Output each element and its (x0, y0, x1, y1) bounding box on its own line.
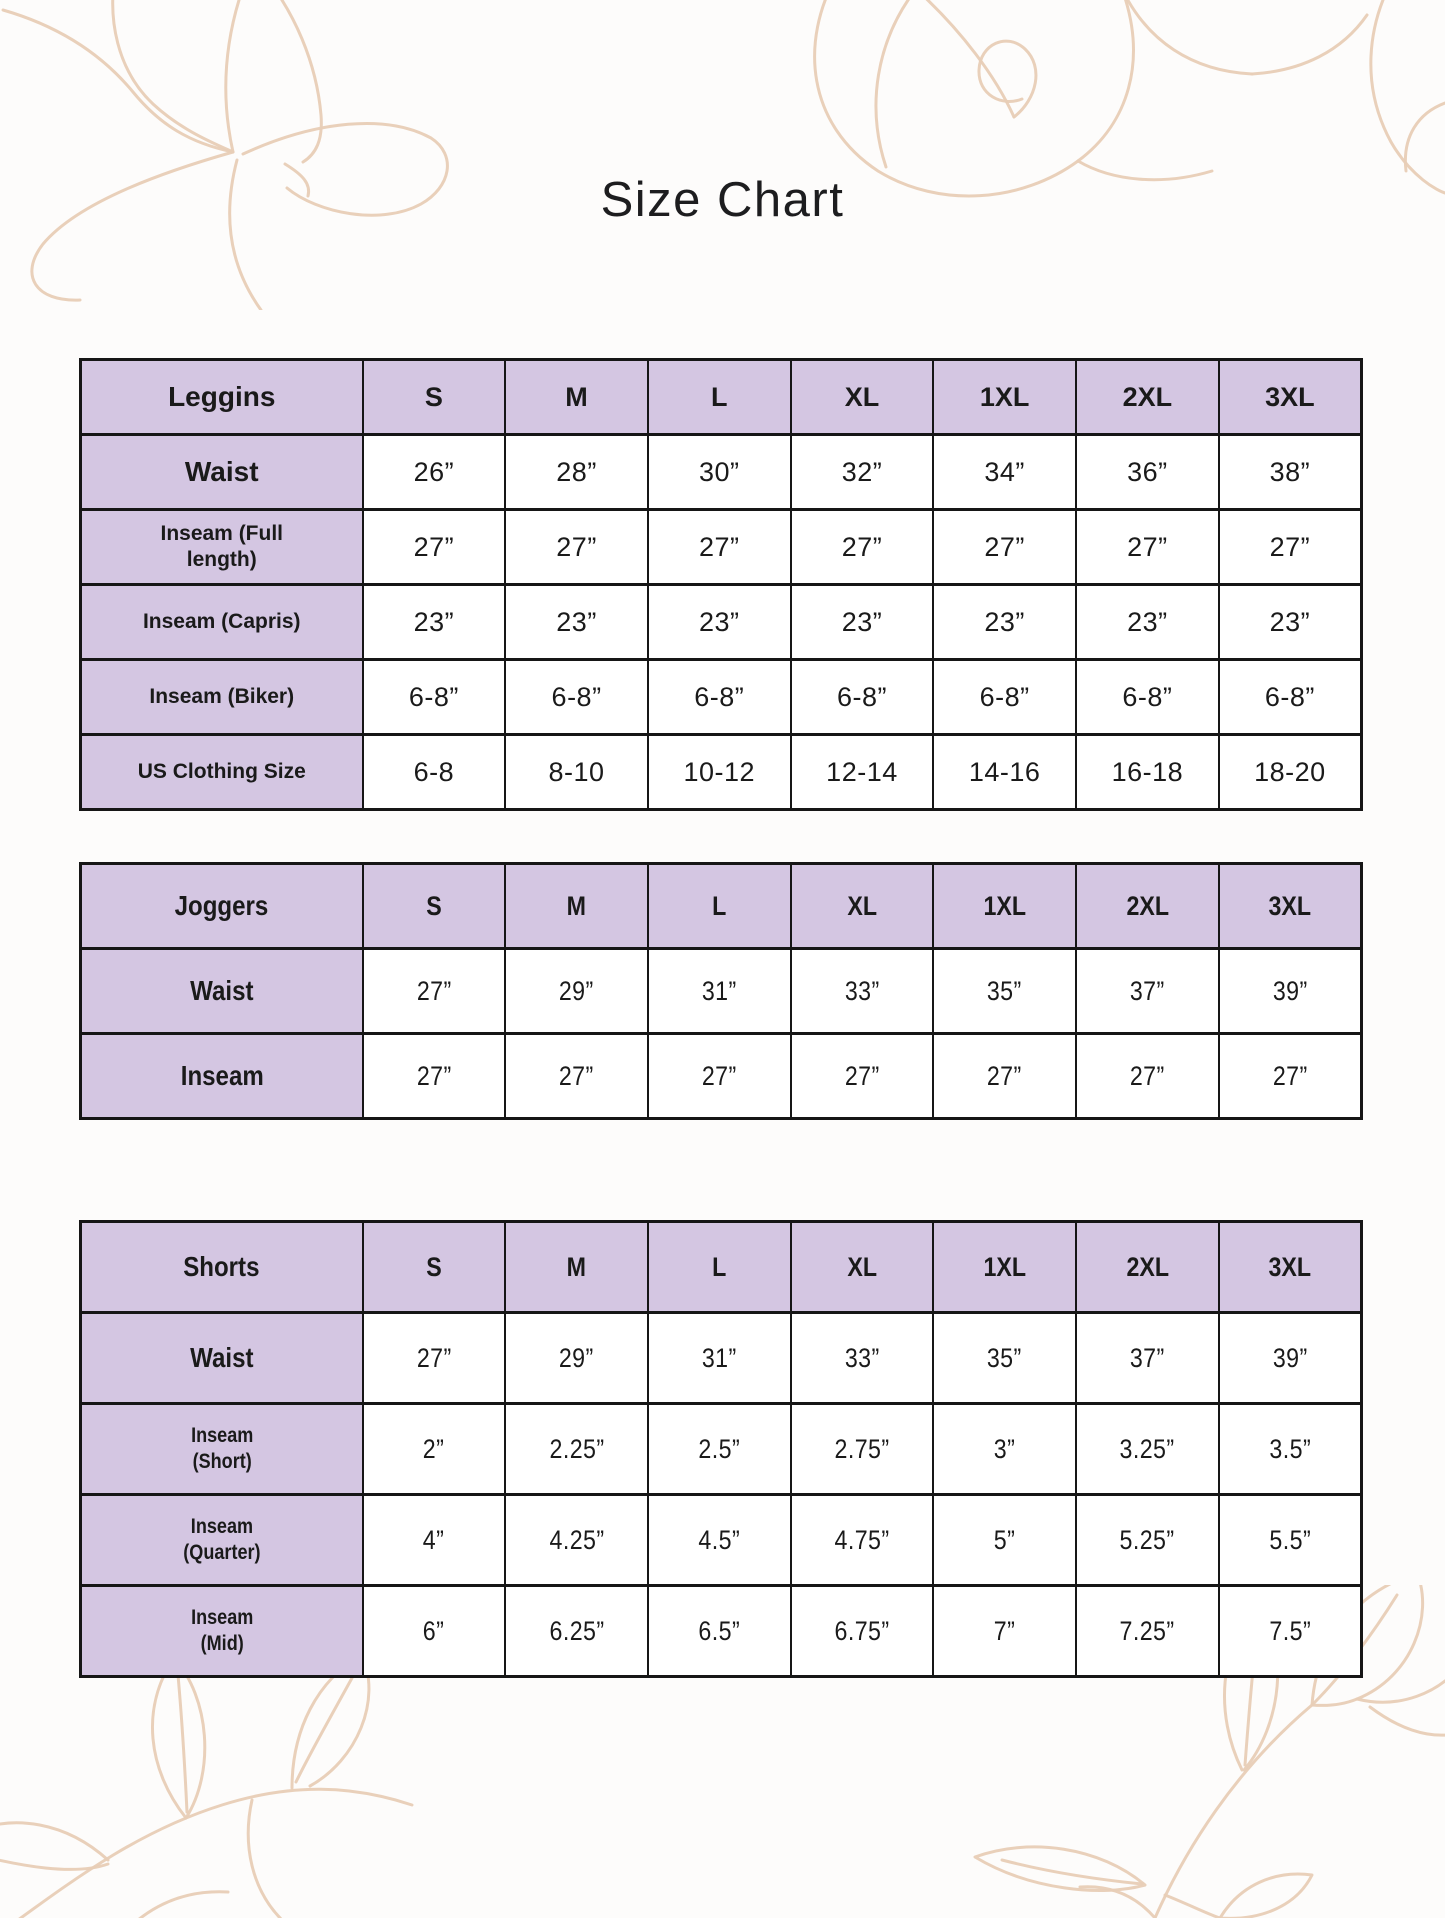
row-label (81, 1495, 363, 1586)
size-value (363, 510, 506, 585)
size-header-s (363, 1222, 506, 1313)
table-row (81, 1313, 1362, 1404)
size-value (648, 1404, 791, 1495)
size-value (791, 949, 934, 1034)
table-title-leggins-text: Leggins (168, 381, 276, 412)
size-value-text: 27” (844, 1060, 880, 1091)
size-value-text: 7” (993, 1615, 1016, 1646)
size-value (648, 949, 791, 1034)
size-value-text: 37” (1129, 975, 1165, 1006)
size-value-text: 6.5” (698, 1615, 741, 1646)
size-value-text: 2.25” (549, 1433, 605, 1464)
row-label (81, 1034, 363, 1119)
size-value (648, 435, 791, 510)
size-value-text: 33” (844, 1342, 880, 1373)
table-row (81, 1034, 1362, 1119)
shorts-table-section (79, 1220, 1363, 1678)
size-value-text: 27” (416, 1342, 452, 1373)
size-header-3xl (1219, 360, 1362, 435)
size-value (1076, 585, 1219, 660)
size-header-xl-text: XL (844, 381, 880, 412)
size-value (1219, 735, 1362, 810)
size-value (791, 1034, 934, 1119)
size-value-text: 23” (698, 606, 740, 637)
row-label (81, 1313, 363, 1404)
size-value-text: 27” (987, 1060, 1023, 1091)
size-value-text: 38” (1269, 456, 1311, 487)
size-header-2xl-text: 2XL (1126, 890, 1169, 921)
size-value-text: 27” (984, 531, 1025, 562)
size-value (1219, 1313, 1362, 1404)
size-value-text: 4.75” (834, 1524, 890, 1555)
size-value (505, 735, 648, 810)
shorts-header-row (81, 1222, 1362, 1313)
table-row (81, 949, 1362, 1034)
row-label-text: US Clothing Size (137, 759, 306, 783)
size-value-text: 34” (984, 456, 1025, 487)
size-value-text: 23” (413, 606, 455, 637)
size-value-text: 16-18 (1111, 756, 1184, 787)
size-header-s-text: S (426, 1251, 442, 1282)
size-value (791, 435, 934, 510)
size-value (1076, 1034, 1219, 1119)
size-value (648, 1313, 791, 1404)
size-value-text: 26” (413, 456, 455, 487)
size-value-text: 6-8” (836, 681, 887, 712)
size-value-text: 23” (1269, 606, 1311, 637)
size-value-text: 8-10 (548, 756, 605, 787)
size-value-text: 4” (423, 1524, 445, 1555)
size-value (791, 585, 934, 660)
leggins-table-section (79, 358, 1363, 811)
row-label-text: Inseam (Full length) (160, 521, 284, 571)
size-header-2xl (1076, 864, 1219, 949)
size-value-text: 27” (559, 1060, 594, 1091)
size-value (791, 1586, 934, 1677)
size-value-text: 6-8” (1264, 681, 1315, 712)
size-value (1076, 1495, 1219, 1586)
size-value (791, 1404, 934, 1495)
size-value-text: 3” (993, 1433, 1016, 1464)
row-label (81, 949, 363, 1034)
size-value (1076, 660, 1219, 735)
row-label-text: Inseam (Capris) (142, 609, 301, 633)
size-value-text: 6.75” (834, 1615, 890, 1646)
size-value (648, 660, 791, 735)
size-value-text: 4.5” (698, 1524, 741, 1555)
size-value-text: 2.5” (698, 1433, 741, 1464)
size-header-1xl (933, 864, 1076, 949)
size-value (1219, 1495, 1362, 1586)
size-value-text: 36” (1127, 456, 1168, 487)
size-value (933, 1034, 1076, 1119)
size-value-text: 28” (556, 456, 597, 487)
size-value (505, 510, 648, 585)
size-value (1219, 435, 1362, 510)
row-label (81, 435, 363, 510)
size-value (363, 949, 506, 1034)
size-value-text: 23” (841, 606, 883, 637)
size-header-xl-text: XL (847, 890, 877, 921)
size-value (1219, 1034, 1362, 1119)
table-row (81, 660, 1362, 735)
page-title: Size Chart (600, 173, 845, 227)
size-value-text: 27” (701, 1060, 737, 1091)
row-label-text: Waist (190, 1342, 254, 1373)
size-header-m (505, 1222, 648, 1313)
size-value-text: 18-20 (1254, 756, 1326, 787)
size-header-2xl (1076, 360, 1219, 435)
size-value (363, 585, 506, 660)
table-title-leggins (81, 360, 363, 435)
row-label-text: Inseam (180, 1060, 264, 1091)
size-value (648, 735, 791, 810)
size-value (1076, 735, 1219, 810)
size-value (505, 1495, 648, 1586)
table-row (81, 735, 1362, 810)
flower-line-art-top-left (0, 0, 465, 310)
size-value (648, 510, 791, 585)
size-header-l (648, 864, 791, 949)
size-value (1076, 949, 1219, 1034)
row-label (81, 585, 363, 660)
size-value-text: 6-8” (408, 681, 459, 712)
size-value (505, 1313, 648, 1404)
size-value-text: 33” (844, 975, 880, 1006)
size-value (505, 1034, 648, 1119)
row-label (81, 660, 363, 735)
size-value (505, 585, 648, 660)
size-value (791, 510, 934, 585)
size-header-1xl (933, 360, 1076, 435)
size-header-xl (791, 360, 934, 435)
size-value-text: 39” (1272, 1342, 1308, 1373)
size-header-3xl (1219, 1222, 1362, 1313)
table-title-joggers-text: Joggers (174, 890, 269, 921)
row-label (81, 735, 363, 810)
leggins-size-table (79, 358, 1363, 811)
size-value (1076, 510, 1219, 585)
size-value (505, 435, 648, 510)
size-value-text: 5.25” (1119, 1524, 1175, 1555)
row-label (81, 1404, 363, 1495)
size-value-text: 23” (1127, 606, 1168, 637)
table-row (81, 1404, 1362, 1495)
size-value (791, 1313, 934, 1404)
size-value-text: 7.25” (1119, 1615, 1175, 1646)
size-header-m (505, 360, 648, 435)
size-header-s-text: S (426, 890, 442, 921)
size-header-l (648, 1222, 791, 1313)
size-value-text: 2” (423, 1433, 445, 1464)
size-value-text: 29” (559, 1342, 594, 1373)
table-title-joggers (81, 864, 363, 949)
size-value (933, 435, 1076, 510)
size-value (933, 1586, 1076, 1677)
table-row (81, 1495, 1362, 1586)
size-header-xl (791, 1222, 934, 1313)
row-label (81, 510, 363, 585)
size-value-text: 27” (413, 531, 455, 562)
size-value (1076, 1586, 1219, 1677)
size-value-text: 6.25” (549, 1615, 605, 1646)
size-header-1xl (933, 1222, 1076, 1313)
size-header-l (648, 360, 791, 435)
size-value-text: 35” (987, 1342, 1023, 1373)
size-value (933, 949, 1076, 1034)
size-value-text: 27” (1129, 1060, 1165, 1091)
size-value (363, 1495, 506, 1586)
size-value-text: 27” (698, 531, 740, 562)
size-header-s-text: S (424, 381, 443, 412)
size-value (648, 1034, 791, 1119)
size-value (505, 949, 648, 1034)
size-value (933, 735, 1076, 810)
size-value-text: 5” (993, 1524, 1016, 1555)
size-value (363, 1034, 506, 1119)
size-header-1xl-text: 1XL (979, 381, 1030, 412)
size-value-text: 27” (1272, 1060, 1308, 1091)
size-value (933, 1313, 1076, 1404)
size-header-s (363, 360, 506, 435)
size-value (1076, 1313, 1219, 1404)
size-value-text: 35” (987, 975, 1023, 1006)
size-value-text: 6-8” (694, 681, 745, 712)
size-value-text: 31” (701, 1342, 737, 1373)
size-value-text: 7.5” (1268, 1615, 1311, 1646)
size-value-text: 23” (984, 606, 1025, 637)
size-value (933, 510, 1076, 585)
size-value (1219, 1586, 1362, 1677)
size-value (648, 1586, 791, 1677)
size-header-l-text: L (711, 381, 728, 412)
size-value-text: 32” (841, 456, 883, 487)
size-value-text: 23” (556, 606, 597, 637)
size-value (1219, 585, 1362, 660)
table-title-shorts-text: Shorts (183, 1251, 260, 1282)
size-value (1076, 435, 1219, 510)
joggers-size-table (79, 862, 1363, 1120)
size-value (648, 1495, 791, 1586)
size-value-text: 6” (423, 1615, 445, 1646)
size-header-3xl (1219, 864, 1362, 949)
size-value (505, 1586, 648, 1677)
row-label-text: Inseam (Biker) (149, 684, 295, 708)
flower-line-art-top-right (690, 0, 1445, 295)
size-value (1219, 949, 1362, 1034)
size-value (363, 735, 506, 810)
row-label (81, 1586, 363, 1677)
size-header-2xl-text: 2XL (1126, 1251, 1169, 1282)
shorts-size-table (79, 1220, 1363, 1678)
row-label-text: Inseam (Mid) (190, 1605, 253, 1655)
size-header-2xl (1076, 1222, 1219, 1313)
size-value (363, 1586, 506, 1677)
size-header-1xl-text: 1XL (983, 890, 1026, 921)
size-value-text: 6-8” (551, 681, 602, 712)
size-value (933, 1495, 1076, 1586)
table-row (81, 510, 1362, 585)
size-value-text: 27” (1127, 531, 1168, 562)
size-value-text: 27” (416, 1060, 452, 1091)
size-value-text: 6-8” (1122, 681, 1173, 712)
size-value (505, 660, 648, 735)
row-label-text: Waist (184, 456, 259, 487)
size-value-text: 27” (556, 531, 597, 562)
row-label-text: Inseam (Short) (190, 1423, 253, 1473)
size-value (791, 735, 934, 810)
size-value-text: 12-14 (826, 756, 898, 787)
row-label-text: Inseam (Quarter) (183, 1514, 261, 1564)
size-value (1219, 660, 1362, 735)
size-value (363, 435, 506, 510)
table-row (81, 585, 1362, 660)
table-row (81, 435, 1362, 510)
table-row (81, 1586, 1362, 1677)
size-header-xl (791, 864, 934, 949)
size-value-text: 30” (698, 456, 740, 487)
size-value (1219, 1404, 1362, 1495)
size-value-text: 27” (1269, 531, 1311, 562)
size-header-l-text: L (712, 890, 727, 921)
size-value (648, 585, 791, 660)
size-value-text: 27” (416, 975, 452, 1006)
size-header-1xl-text: 1XL (983, 1251, 1026, 1282)
row-label-text: Waist (190, 975, 254, 1006)
size-header-2xl-text: 2XL (1122, 381, 1173, 412)
size-value (791, 1495, 934, 1586)
size-value-text: 37” (1129, 1342, 1165, 1373)
size-header-s (363, 864, 506, 949)
size-value-text: 2.75” (834, 1433, 890, 1464)
size-value (791, 660, 934, 735)
size-value (363, 1404, 506, 1495)
size-value-text: 6-8” (979, 681, 1030, 712)
size-value-text: 3.25” (1119, 1433, 1175, 1464)
joggers-table-section (79, 862, 1363, 1120)
size-value (933, 660, 1076, 735)
size-value (933, 585, 1076, 660)
size-value-text: 5.5” (1268, 1524, 1311, 1555)
leggins-header-row (81, 360, 1362, 435)
size-value-text: 29” (559, 975, 594, 1006)
size-value (1219, 510, 1362, 585)
size-value-text: 4.25” (549, 1524, 605, 1555)
size-header-m-text: M (566, 1251, 587, 1282)
size-value (933, 1404, 1076, 1495)
size-header-m-text: M (565, 381, 588, 412)
size-value-text: 27” (841, 531, 883, 562)
size-value-text: 31” (701, 975, 737, 1006)
table-title-shorts (81, 1222, 363, 1313)
size-value (363, 660, 506, 735)
size-value-text: 6-8 (413, 756, 455, 787)
size-header-3xl-text: 3XL (1265, 381, 1315, 412)
size-value-text: 3.5” (1268, 1433, 1311, 1464)
size-header-l-text: L (712, 1251, 727, 1282)
size-value (505, 1404, 648, 1495)
joggers-header-row (81, 864, 1362, 949)
size-header-3xl-text: 3XL (1268, 890, 1312, 921)
size-header-m-text: M (566, 890, 587, 921)
size-value-text: 10-12 (683, 756, 756, 787)
size-value-text: 39” (1272, 975, 1308, 1006)
size-value (1076, 1404, 1219, 1495)
size-value (363, 1313, 506, 1404)
size-header-xl-text: XL (847, 1251, 877, 1282)
size-value-text: 14-16 (968, 756, 1041, 787)
size-header-3xl-text: 3XL (1268, 1251, 1312, 1282)
size-header-m (505, 864, 648, 949)
